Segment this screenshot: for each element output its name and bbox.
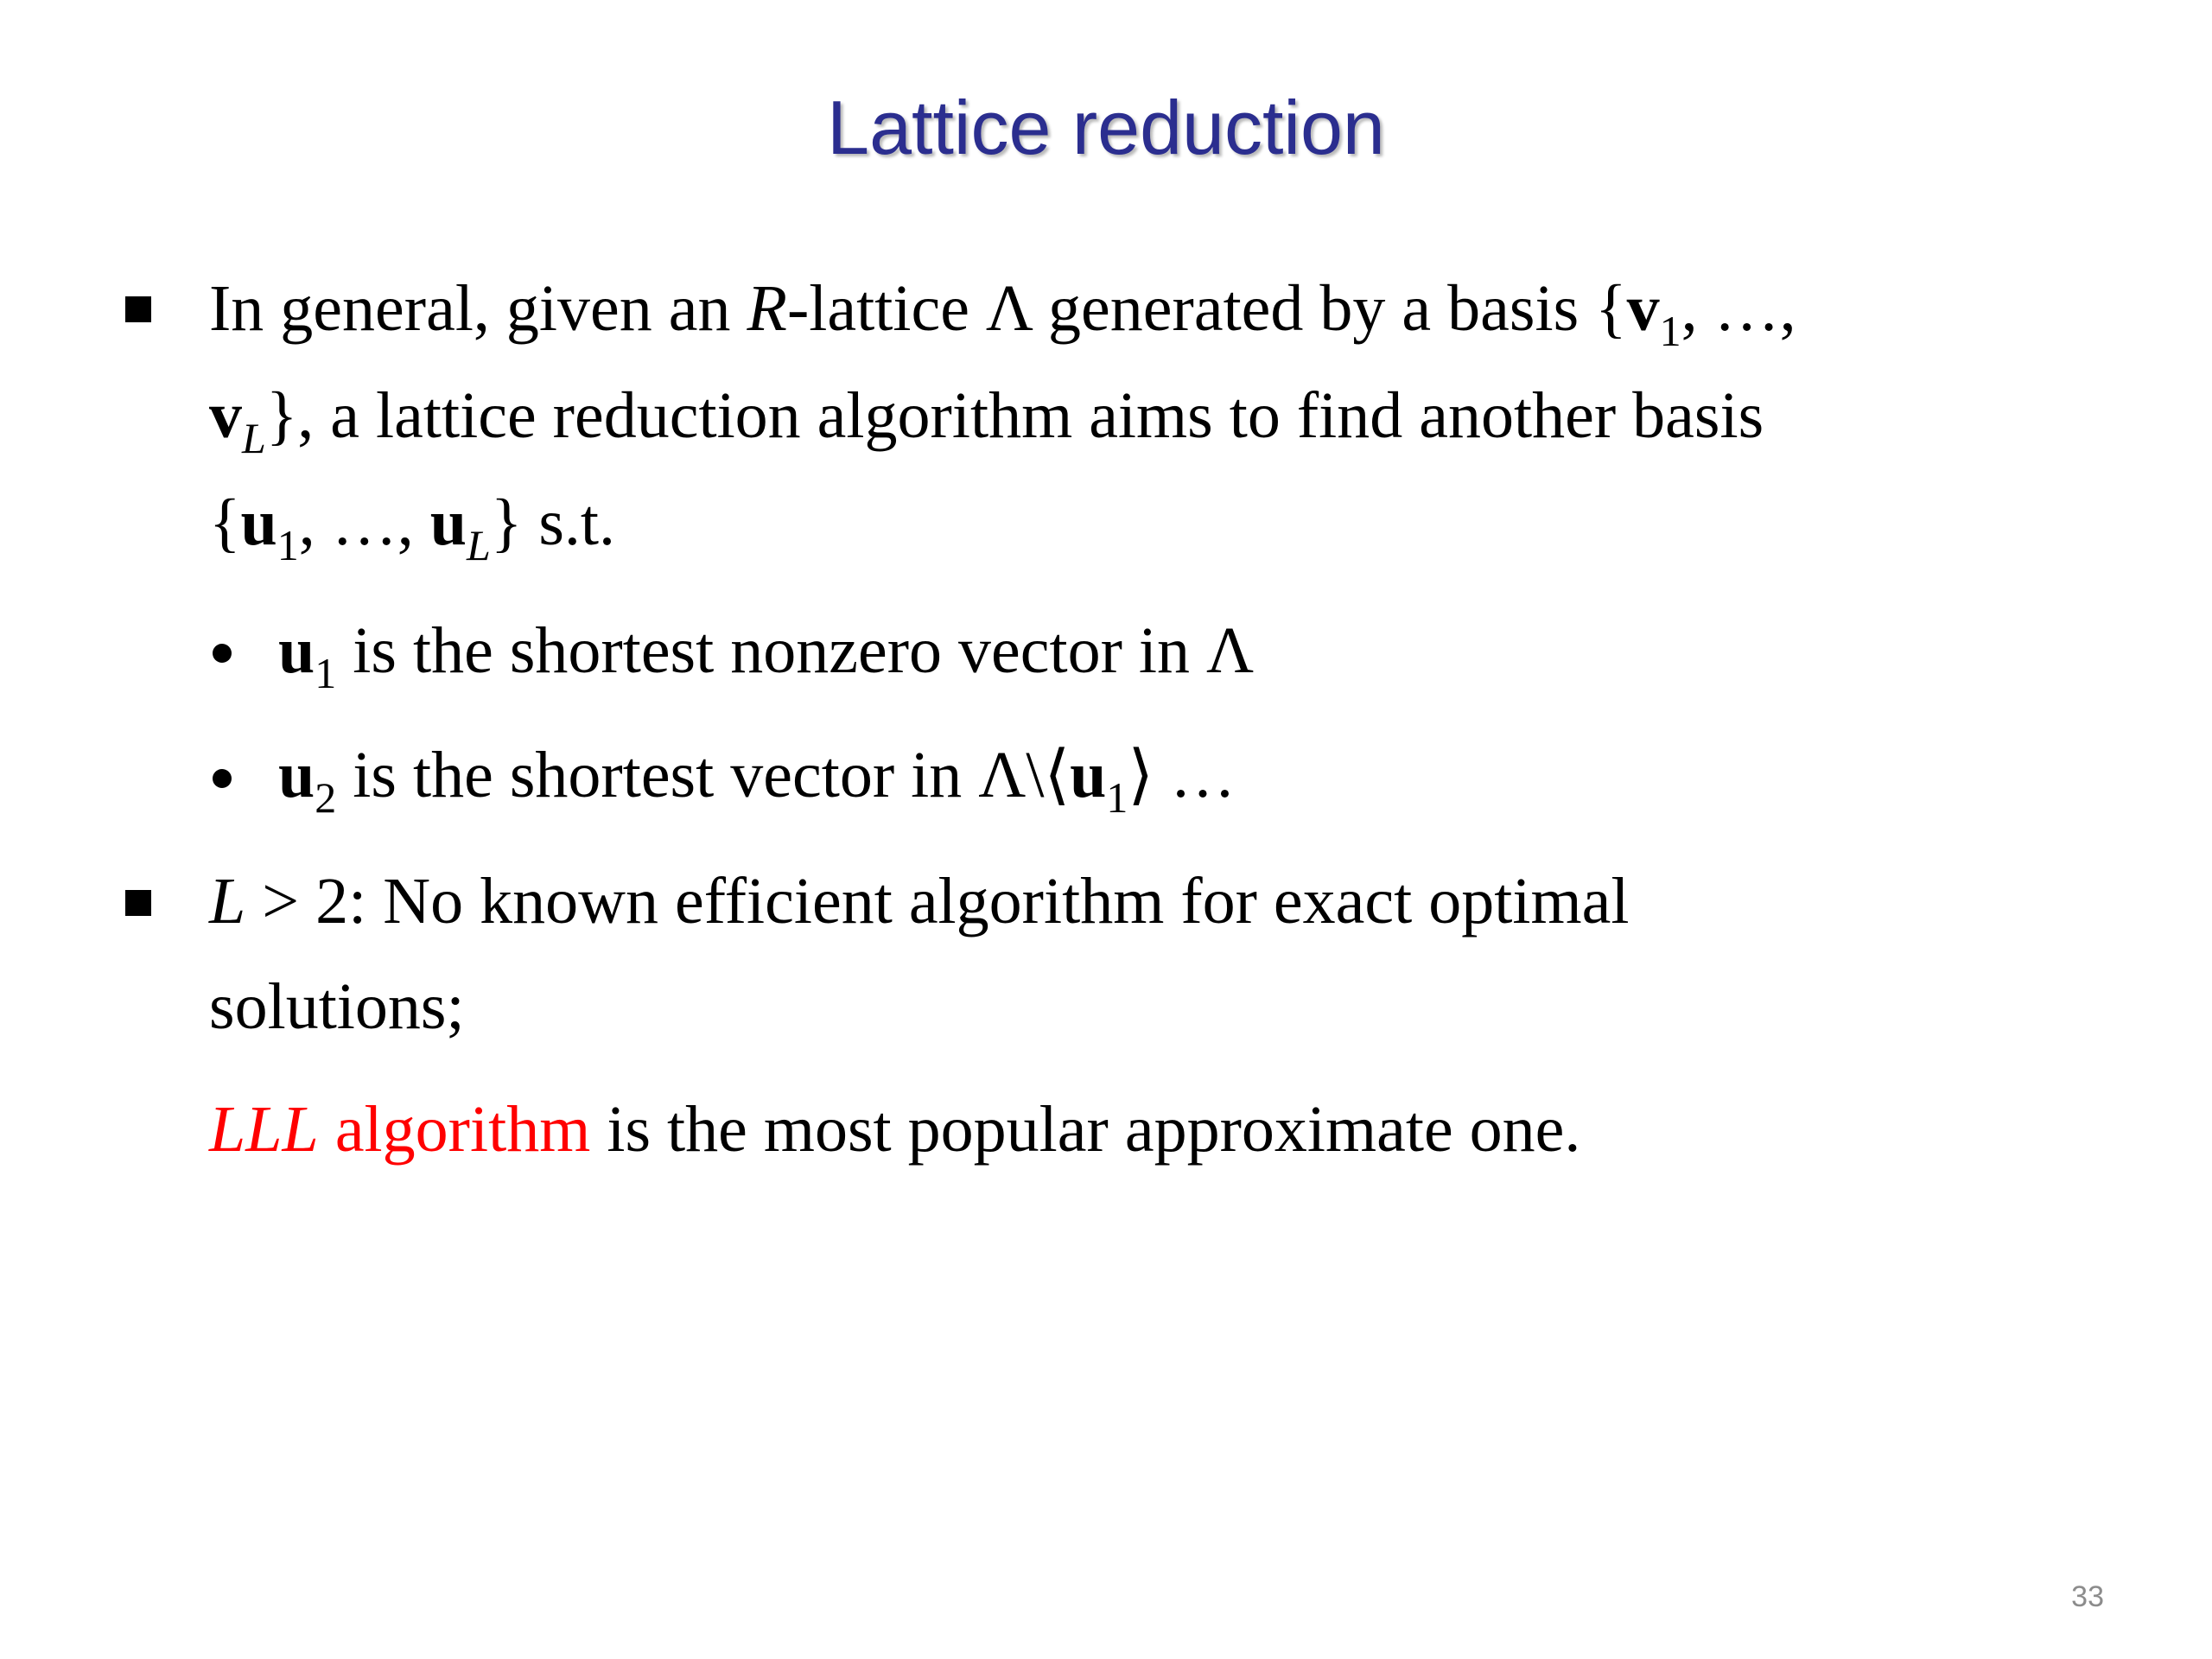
algorithm-highlight: algorithm [318,1093,591,1166]
text: is the shortest nonzero vector in Λ [336,614,1255,687]
bullet-2-line-1 [209,862,1629,940]
subscript: L [242,414,266,462]
sub-bullet-1 [278,612,1255,697]
vector-symbol: v [209,379,242,452]
text: , …, [298,486,430,559]
ring-symbol: R [747,272,787,345]
bullet-2-line-2 [209,968,465,1046]
text: > 2: No known efficient algorithm for exact optimal [245,865,1630,938]
text: { [209,486,241,559]
subscript: 1 [1659,307,1681,355]
bullet-2-line-3 [209,1090,1580,1168]
vector-symbol: u [1070,739,1107,811]
sub-bullet-2 [278,736,1236,822]
square-bullet-icon [125,296,151,322]
vector-symbol: u [429,486,467,559]
subscript: 1 [315,649,337,697]
text: is the most popular approximate one. [590,1093,1581,1166]
text: In general, given an [209,272,747,345]
text: -lattice Λ generated by a basis { [786,272,1627,345]
bullet-1-line-3 [209,484,616,569]
bullet-1-line-2 [209,377,1764,462]
text: , …, [1681,272,1796,345]
vector-symbol: v [1626,272,1660,345]
lll-highlight: LLL [209,1093,319,1166]
subscript: 1 [276,521,299,569]
subscript: 2 [315,773,337,822]
vector-symbol: u [278,614,315,687]
page-number: 33 [2071,1580,2104,1613]
bullet-1-line-1 [209,270,1796,355]
text: } s.t. [490,486,616,559]
subscript: L [467,521,491,569]
square-bullet-icon [125,890,151,916]
slide-title: Lattice reduction [827,85,1385,170]
text: }, a lattice reduction algorithm aims to find another basis [265,379,1764,452]
vector-symbol: u [278,739,315,811]
round-bullet-icon [213,644,232,663]
text: ⟩ … [1128,739,1236,811]
round-bullet-icon [213,769,232,788]
text: solutions; [209,970,465,1043]
text: is the shortest vector in Λ\⟨ [336,739,1071,811]
variable-L: L [209,865,246,938]
subscript: 1 [1106,773,1128,822]
vector-symbol: u [240,486,277,559]
